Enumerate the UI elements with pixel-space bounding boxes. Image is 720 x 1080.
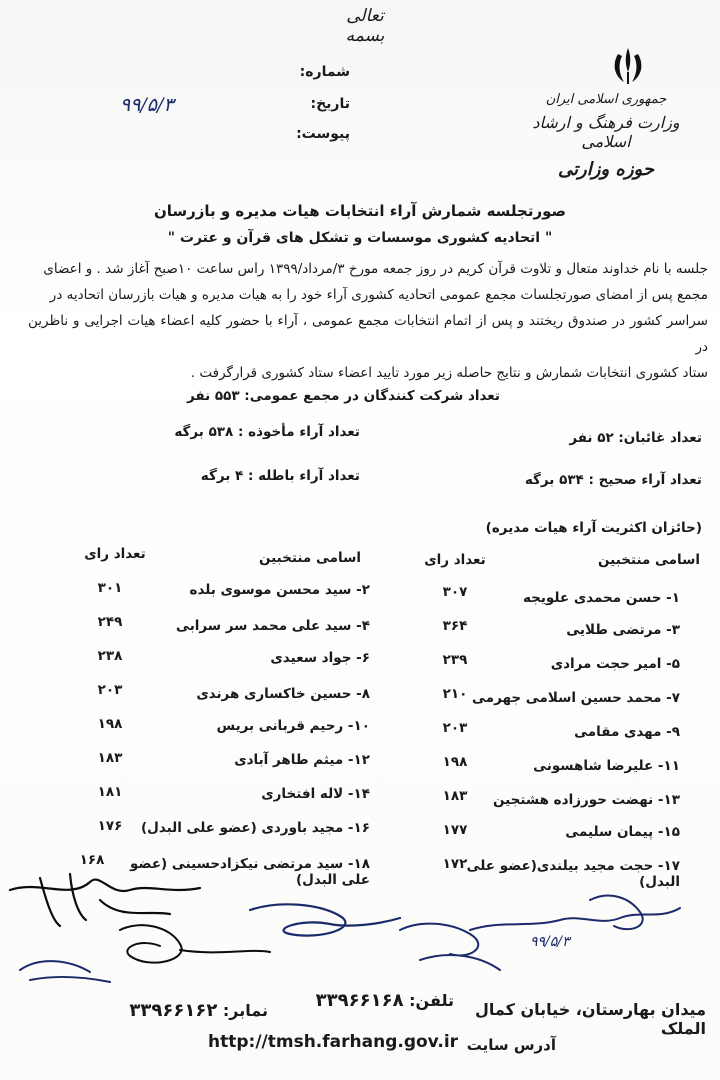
candidate-votes: ۳۶۴ (442, 618, 468, 634)
signature-date: ۹۹/۵/۳ (530, 934, 570, 950)
ministry-block (506, 92, 706, 180)
participants-count: تعداد شرکت کنندگان در مجمع عمومی: ۵۵۳ نفر (186, 388, 500, 404)
candidate-votes: ۱۸۱ (97, 784, 123, 800)
candidate-name: ۳- مرتضی طلایی (566, 622, 680, 638)
candidate-votes: ۲۳۹ (442, 652, 468, 668)
attachment-label: پیوست: (296, 126, 350, 142)
ministry-line2: وزارت فرهنگ و ارشاد اسلامی (532, 113, 680, 151)
signature-1 (10, 874, 200, 926)
candidate-votes: ۱۷۲ (442, 856, 468, 872)
ministry-line1: جمهوری اسلامی ایران (545, 92, 667, 107)
candidate-votes: ۱۹۸ (442, 754, 468, 770)
candidate-votes: ۲۰۳ (97, 682, 123, 698)
site-label: آدرس سایت (466, 1036, 556, 1054)
fax-label: نمابر: (222, 1001, 268, 1020)
candidate-name: ۱۲- میثم طاهر آبادی (234, 752, 370, 768)
candidate-name: ۱۵- پیمان سلیمی (565, 824, 680, 840)
candidate-votes: ۱۹۸ (97, 716, 123, 732)
signature-3 (20, 961, 110, 982)
candidate-name: ۵- امیر حجت مرادی (550, 656, 680, 672)
candidate-name: ۱۳- نهضت حورزاده هشتجین (492, 792, 680, 808)
footer-address: میدان بهارستان، خیابان کمال الملک (475, 1000, 706, 1038)
candidate-name: ۴- سید علی محمد سر سرابی (176, 618, 370, 634)
date-label: تاریخ: (310, 96, 350, 112)
candidate-name: ۲- سید محسن موسوی بلده (189, 582, 370, 598)
site-url-link[interactable]: http://tmsh.farhang.gov.ir (208, 1032, 459, 1052)
body-line: سراسر کشور در صندوق ریختند و پس از اتمام انتخابات مجمع عمومی ، آراء با حضور کلیه اعضاء هیات اجرایی و ناظرین در (28, 313, 708, 355)
valid-votes-count: تعداد آراء صحیح : ۵۳۴ برگه (524, 472, 702, 488)
signature-4 (250, 904, 400, 935)
votes-taken-count: تعداد آراء مأخوذه : ۵۳۸ برگه (174, 424, 360, 440)
candidate-name: ۱۰- رحیم قربانی بریس (216, 718, 370, 734)
document-title: صورتجلسه شمارش آراء انتخابات هیات مدیره و بازرسان (153, 202, 567, 220)
body-paragraph (28, 256, 708, 386)
candidate-name: ۷- محمد حسین اسلامی جهرمی (472, 690, 680, 706)
candidate-name: ۱۱- علیرضا شاهسونی (533, 758, 680, 774)
signatures-area (0, 860, 720, 1000)
candidate-votes: ۱۷۶ (97, 818, 123, 834)
candidate-name: ۱۸- سید مرتضی نیکزادحسینی (عضو علی البدل) (130, 856, 370, 888)
candidate-votes: ۲۴۹ (97, 614, 123, 630)
body-line: ستاد کشوری انتخابات شمارش و نتایج حاصله زیر مورد تایید اعضاء ستاد کشوری قرارگرفت . (190, 365, 708, 381)
signature-2 (120, 925, 270, 962)
body-line: جلسه با نام خداوند متعال و تلاوت قرآن کریم در روز جمعه مورخ ۳/مرداد/۱۳۹۹ راس ساعت ۱۰صبح آغاز شد . و اعضای (43, 261, 708, 277)
footer-fax-block (68, 1000, 268, 1021)
number-label: شماره: (299, 64, 350, 80)
candidate-votes: ۲۰۳ (442, 720, 468, 736)
candidate-name: ۱۴- لاله افتخاری (261, 786, 370, 802)
iran-emblem-icon (606, 44, 650, 88)
bismillah-line1: تعالی (346, 6, 384, 26)
invalid-votes-count: تعداد آراء باطله : ۴ برگه (200, 468, 360, 484)
phone-number: ۳۳۹۶۶۱۶۸ (315, 990, 404, 1011)
candidate-name: ۸- حسین خاکساری هرندی (196, 686, 370, 702)
candidate-votes: ۱۸۳ (442, 788, 468, 804)
candidate-votes: ۳۰۱ (97, 580, 123, 596)
bismillah-heading (330, 6, 400, 50)
candidate-votes: ۱۶۸ (79, 852, 105, 868)
absent-count: تعداد غائبان: ۵۲ نفر (569, 430, 702, 446)
date-handwritten: ۹۹/۵/۳ (120, 94, 174, 116)
candidate-name: ۹- مهدی مقامی (574, 724, 680, 740)
col-header-names-right: اسامی منتخبین (598, 552, 700, 568)
bismillah-line2: بسمه (345, 26, 385, 46)
col-header-votes-right: تعداد رای (424, 552, 486, 568)
body-line: مجمع پس از امضای صورتجلسات مجمع عمومی اتحادیه کشوری آراء خود را به هیات مدیره و هیات بازرسان اتحادیه در (49, 287, 708, 303)
candidate-votes: ۳۰۷ (442, 584, 468, 600)
fax-number: ۳۳۹۶۶۱۶۲ (129, 1000, 218, 1021)
candidate-name: ۱۶- مجید باوردی (عضو علی البدل) (140, 820, 370, 836)
candidate-votes: ۲۳۸ (97, 648, 123, 664)
col-header-names-left: اسامی منتخبین (259, 550, 361, 566)
document-subtitle: " اتحادیه کشوری موسسات و تشکل های قرآن و عترت " (167, 230, 553, 246)
col-header-votes-left: تعداد رای (84, 546, 146, 562)
ministry-line3: حوزه وزارتی (558, 159, 654, 180)
candidate-name: ۱۷- حجت مجید بیلندی(عضو علی البدل) (466, 858, 680, 890)
footer-phone-block (284, 990, 454, 1011)
results-heading: (حائزان اکثریت آراء هیات مدیره) (485, 520, 702, 536)
phone-label: تلفن: (409, 991, 454, 1010)
candidate-votes: ۱۸۳ (97, 750, 123, 766)
signature-6 (590, 896, 643, 930)
candidate-name: ۱- حسن محمدی علویجه (522, 590, 680, 606)
candidate-votes: ۲۱۰ (442, 686, 468, 702)
candidate-name: ۶- جواد سعیدی (270, 650, 370, 666)
candidate-votes: ۱۷۷ (442, 822, 468, 838)
